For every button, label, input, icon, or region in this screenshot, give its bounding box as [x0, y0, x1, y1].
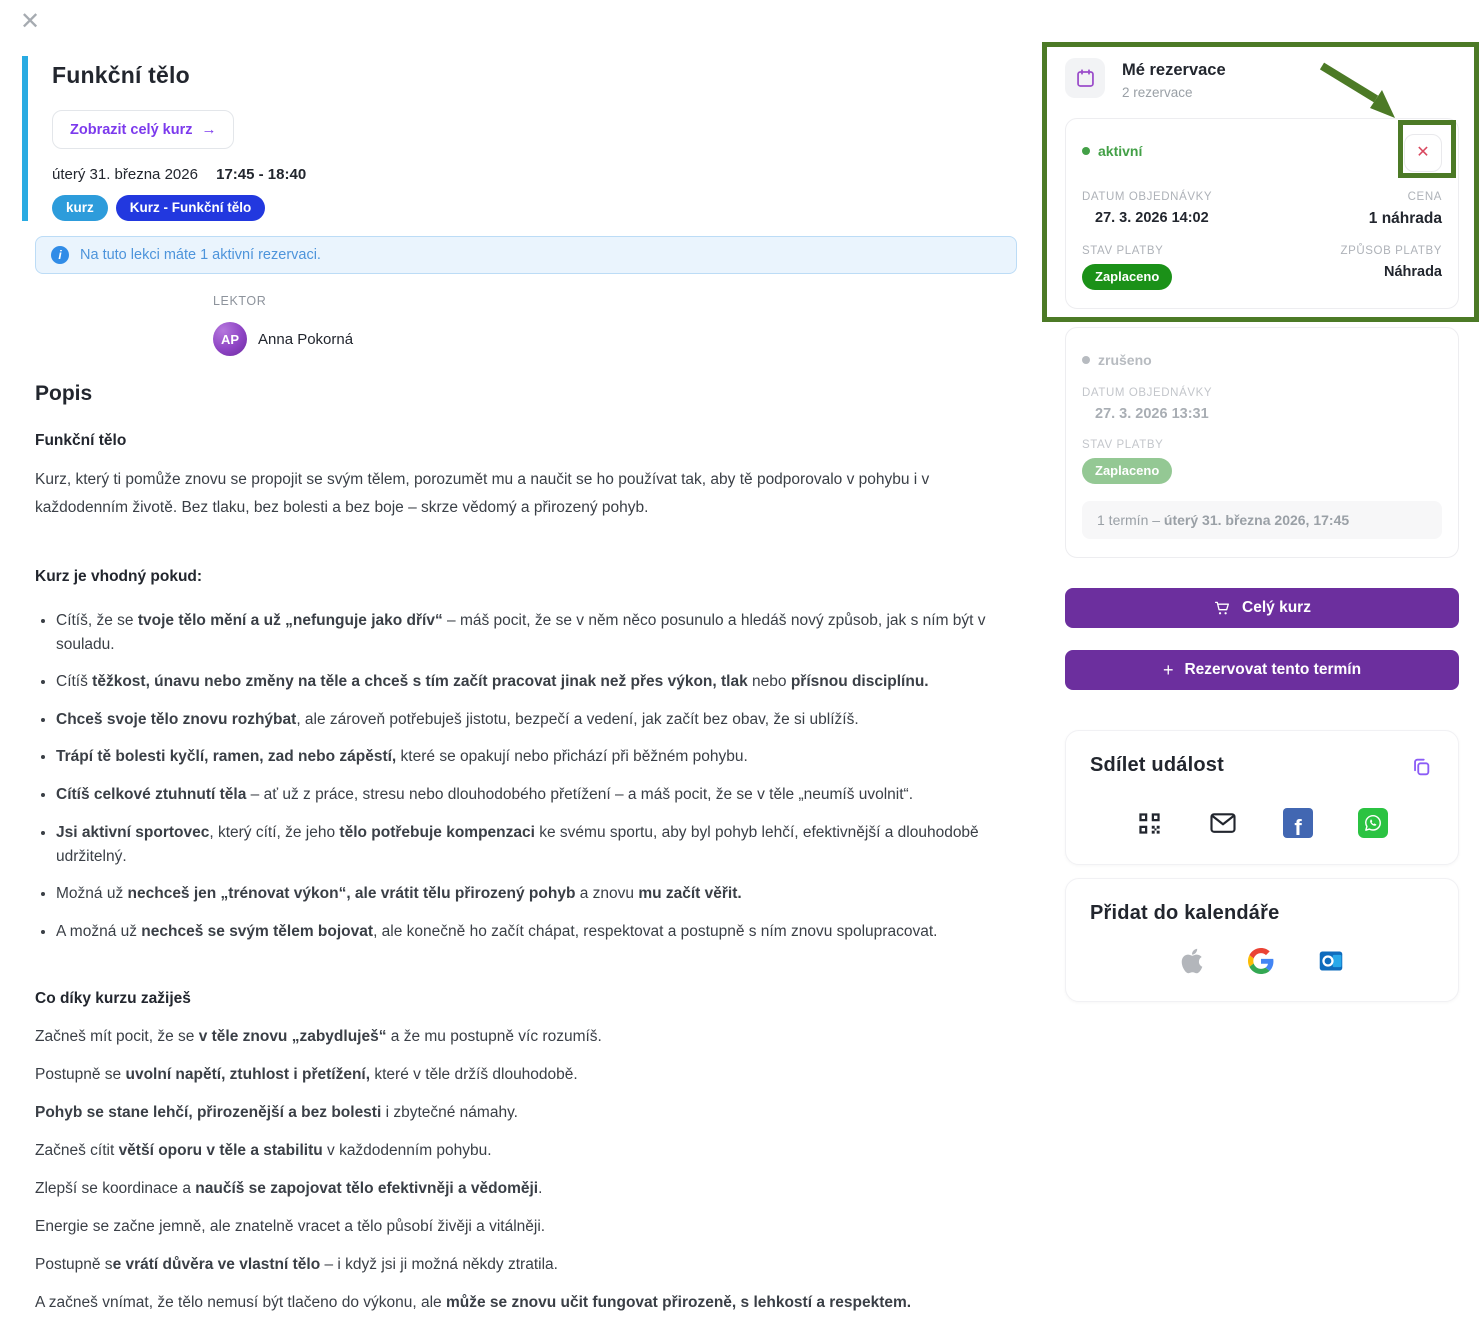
outcomes-heading: Co díky kurzu zažiješ	[35, 989, 191, 1007]
calendar-icons-row	[1090, 947, 1434, 975]
reservations-panel	[1065, 58, 1459, 1002]
course-header	[22, 56, 306, 221]
badge-course-name: Kurz - Funkční tělo	[116, 195, 266, 221]
share-title: Sdílet událost	[1090, 754, 1224, 776]
calendar-icon	[1065, 58, 1105, 98]
info-icon: i	[51, 246, 69, 264]
intro-paragraph: Kurz, který ti pomůže znovu se propojit se svým tělem, porozumět mu a naučit se ho používat tak, aby tě podporovalo v pohybu i v každodenním životě. Bez tlaku, bez bolesti a bez boje – skrze vědomý a přirozený pohyb.	[35, 470, 930, 517]
event-date: úterý 31. března 2026	[52, 166, 198, 183]
badge-kurz: kurz	[52, 195, 108, 221]
reservations-title: Mé rezervace	[1122, 61, 1226, 79]
term-info: 1 termín – úterý 31. března 2026, 17:45	[1082, 501, 1442, 539]
lector-label: LEKTOR	[213, 294, 267, 308]
suitable-bullet: • Trápí tě bolesti kyčlí, ramen, zad nebo zápěstí, které se opakují nebo přichází při běžném pohybu.	[56, 745, 1013, 769]
payment-status-label: STAV PLATBY	[1082, 439, 1164, 451]
outcome-paragraph: Zlepší se koordinace a naučíš se zapojovat tělo efektivněji a vědoměji.	[35, 1179, 543, 1197]
close-icon[interactable]: ✕	[20, 8, 41, 35]
share-event-card	[1065, 730, 1459, 865]
avatar: AP	[213, 322, 247, 356]
view-full-course-label: Zobrazit celý kurz	[70, 121, 193, 138]
badges	[52, 195, 306, 221]
payment-status-label: STAV PLATBY	[1082, 245, 1164, 257]
suitable-bullet: • Cítíš celkové ztuhnutí těla – ať už z práce, stresu nebo dlouhodobého přetížení – a máš pocit, že se v těle „neumíš uvolnit“.	[56, 783, 1013, 807]
reserve-term-button[interactable]: + Rezervovat tento termín	[1065, 650, 1459, 690]
apple-calendar-icon[interactable]	[1180, 947, 1204, 975]
buy-full-course-button[interactable]: Celý kurz	[1065, 588, 1459, 628]
course-description	[35, 378, 1013, 1329]
add-to-calendar-card	[1065, 878, 1459, 1002]
payment-method-label: ZPŮSOB PLATBY	[1340, 245, 1442, 257]
suitable-list	[35, 609, 1013, 944]
outcome-paragraph: A začneš vnímat, že tělo nemusí být tlačeno do výkonu, ale může se znovu učit fungovat přirozeně, s lehkostí a respektem.	[35, 1293, 912, 1311]
description-heading: Popis	[35, 382, 93, 405]
cart-icon	[1213, 599, 1231, 617]
view-full-course-button[interactable]	[52, 110, 234, 149]
copy-link-icon[interactable]	[1408, 754, 1434, 783]
event-datetime	[52, 166, 306, 183]
reservations-header	[1065, 58, 1459, 100]
payment-method-value: Náhrada	[1383, 264, 1442, 280]
suitable-bullet: • Cítíš těžkost, únavu nebo změny na těle a chceš s tím začít pracovat jinak než přes výkon, tlak nebo přísnou disciplínu.	[56, 670, 1013, 694]
course-name-subheading: Funkční tělo	[35, 431, 127, 449]
paid-badge: Zaplaceno	[1082, 458, 1172, 484]
suitable-bullet: • Cítíš, že se tvoje tělo mění a už „nefunguje jako dřív“ – máš pocit, že se v něm něco posunulo a hledáš nový způsob, jak s ním být v souladu.	[56, 609, 1013, 657]
active-reservation-banner	[35, 236, 1017, 274]
status-dot-icon	[1082, 147, 1090, 155]
banner-text: Na tuto lekci máte 1 aktivní rezervaci.	[80, 247, 321, 263]
status-badge: zrušeno	[1082, 343, 1152, 368]
order-date-label: DATUM OBJEDNÁVKY	[1082, 387, 1213, 399]
google-calendar-icon[interactable]	[1248, 948, 1274, 974]
plus-icon: +	[1162, 659, 1174, 680]
suitable-bullet: • A možná už nechceš se svým tělem bojovat, ale konečně ho začít chápat, respektovat a postupně s ním znovu spolupracovat.	[56, 920, 1013, 944]
cancel-reservation-button[interactable]: ✕	[1404, 134, 1442, 172]
outcome-paragraph: Pohyb se stane lehčí, přirozenější a bez bolesti i zbytečné námahy.	[35, 1103, 518, 1121]
outcome-paragraph: Postupně se uvolní napětí, ztuhlost i přetížení, které v těle držíš dlouhodobě.	[35, 1065, 578, 1083]
reservations-count: 2 rezervace	[1122, 85, 1193, 100]
paid-badge: Zaplaceno	[1082, 264, 1172, 290]
status-dot-icon	[1082, 356, 1090, 364]
outcomes-paragraphs	[35, 1025, 1013, 1315]
event-time: 17:45 - 18:40	[216, 166, 307, 183]
suitable-bullet: • Jsi aktivní sportovec, který cítí, že jeho tělo potřebuje kompenzaci ke svému sportu, aby byl pohyb lehčí, efektivnější a dlouhodobě udržitelný.	[56, 821, 1013, 869]
outcome-paragraph: Začneš cítit větší oporu v těle a stabilitu v každodenním pohybu.	[35, 1141, 492, 1159]
qr-code-icon[interactable]	[1136, 810, 1163, 837]
suitable-heading: Kurz je vhodný pokud:	[35, 567, 203, 585]
arrow-right-icon: →	[201, 121, 217, 138]
price-value: 1 náhrada	[1368, 210, 1442, 227]
share-icons-row	[1090, 808, 1434, 838]
outlook-calendar-icon[interactable]	[1318, 948, 1344, 974]
outcome-paragraph: Energie se začne jemně, ale znatelně vracet a tělo působí živěji a vitálněji.	[35, 1217, 546, 1235]
reservation-item-cancelled	[1065, 327, 1459, 558]
outcome-paragraph: Postupně se vrátí důvěra ve vlastní tělo – i když jsi ji možná někdy ztratila.	[35, 1255, 558, 1273]
price-label: CENA	[1407, 191, 1442, 203]
whatsapp-icon[interactable]	[1358, 808, 1388, 838]
suitable-bullet: • Chceš svoje tělo znovu rozhýbat, ale zároveň potřebuješ jistotu, bezpečí a vedení, jak začít bez obav, že si ublížíš.	[56, 708, 1013, 732]
status-badge: aktivní	[1082, 134, 1142, 159]
order-date-value: 27. 3. 2026 14:02	[1095, 210, 1209, 226]
order-date-label: DATUM OBJEDNÁVKY	[1082, 191, 1213, 203]
reservation-item-active	[1065, 118, 1459, 309]
lector-section	[213, 294, 353, 356]
calendar-title: Přidat do kalendáře	[1090, 902, 1280, 924]
page-title: Funkční tělo	[52, 62, 190, 88]
outcome-paragraph: Začneš mít pocit, že se v těle znovu „zabydluješ“ a že mu postupně víc rozumíš.	[35, 1027, 602, 1045]
order-date-value: 27. 3. 2026 13:31	[1095, 406, 1209, 422]
lector-name: Anna Pokorná	[258, 330, 354, 348]
suitable-bullet: • Možná už nechceš jen „trénovat výkon“, ale vrátit tělu přirozený pohyb a znovu mu začít věřit.	[56, 882, 1013, 906]
facebook-icon[interactable]: f	[1283, 808, 1313, 838]
email-icon[interactable]	[1208, 808, 1238, 838]
